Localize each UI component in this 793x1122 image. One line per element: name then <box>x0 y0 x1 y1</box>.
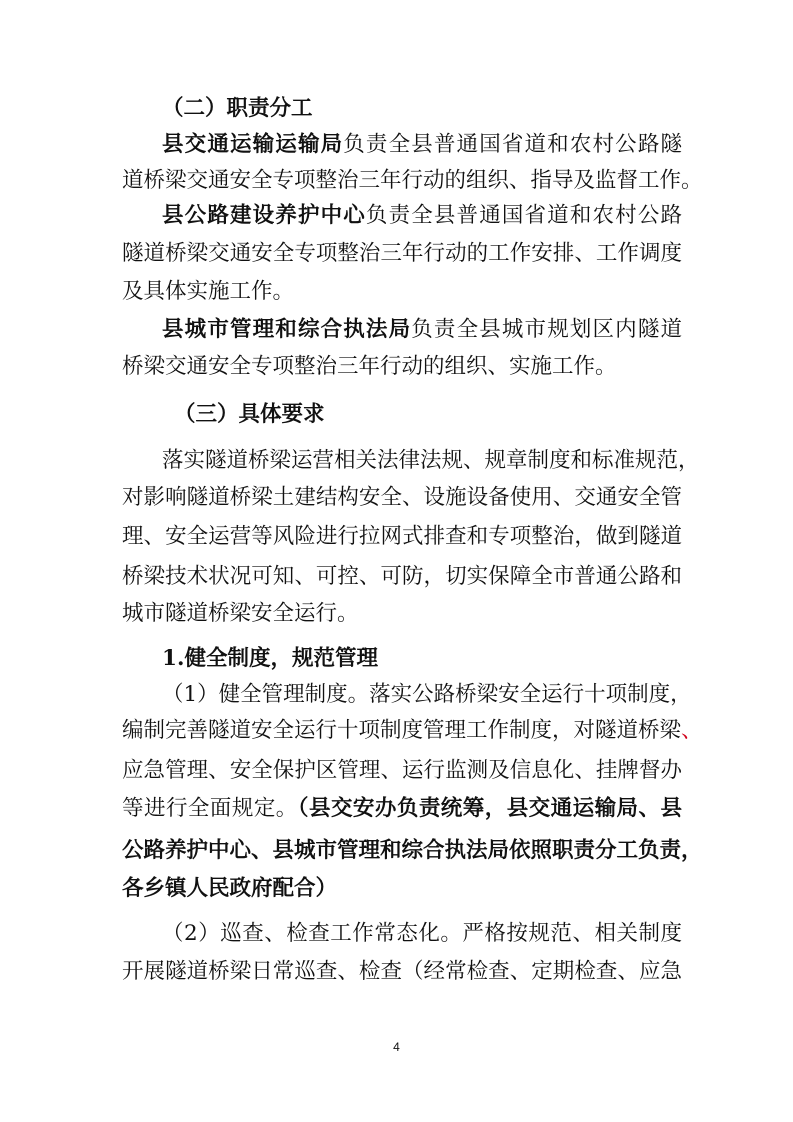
text-segment: 隧道桥梁交通安全专项整治三年行动的工作安排、工作调度 <box>122 241 682 266</box>
text-segment: 县交通运输运输局 <box>162 132 344 157</box>
text-segment: 道桥梁交通安全专项整治三年行动的组织、指导及监督工作。 <box>122 168 703 193</box>
text-line <box>122 476 682 520</box>
text-segment: 城市隧道桥梁安全运行。 <box>122 601 359 626</box>
text-segment: 负责全县普通国省道和农村公路 <box>365 203 682 228</box>
text-segment: 开展隧道桥梁日常巡查、检查（经常检查、定期检查、应急 <box>122 959 682 984</box>
text-segment: 各乡镇人民政府配合） <box>122 876 338 901</box>
text-line <box>122 592 359 636</box>
page-number: 4 <box>393 1040 400 1054</box>
text-segment: （二）职责分工 <box>162 96 313 121</box>
text-segment: 理、安全运营等风险进行拉网式排查和专项整治，做到隧道 <box>122 524 682 549</box>
text-segment: 县公路建设养护中心 <box>162 203 366 228</box>
text-segment: （三）具体要求 <box>174 402 325 427</box>
text-line <box>122 950 682 994</box>
text-segment: 对影响隧道桥梁土建结构安全、设施设备使用、交通安全管 <box>122 485 682 510</box>
text-line <box>122 515 682 559</box>
text-line <box>122 345 617 389</box>
text-segment: 负责全县城市规划区内隧道 <box>411 317 682 342</box>
text-segment: 等进行全面规定。 <box>122 796 298 821</box>
text-line <box>174 393 325 437</box>
text-segment: 公路养护中心、县城市管理和综合执法局依照职责分工负责， <box>122 838 703 863</box>
text-segment: 负责全县普通国省道和农村公路隧 <box>343 132 682 157</box>
text-segment: （1）健全管理制度。落实公路桥梁安全运行十项制度， <box>162 682 692 707</box>
text-segment: 落实隧道桥梁运营相关法律法规、规章制度和标准规范， <box>162 448 700 473</box>
text-segment: 及具体实施工作。 <box>122 279 295 304</box>
text-segment: 应急管理、安全保护区管理、运行监测及信息化、挂牌督办 <box>122 758 682 783</box>
text-segment: （2）巡查、检查工作常态化。严格按规范、相关制度 <box>162 921 682 946</box>
text-segment: 桥梁交通安全专项整治三年行动的组织、实施工作。 <box>122 354 617 379</box>
text-line <box>122 709 703 753</box>
text-segment: （县交安办负责统筹，县交通运输局、县 <box>297 796 682 821</box>
text-segment: 县城市管理和综合执法局 <box>162 317 412 342</box>
text-line <box>122 787 682 831</box>
text-segment: 编制完善隧道安全运行十项制度管理工作制度，对隧道桥梁 <box>122 718 682 743</box>
text-segment: 1.健全制度，规范管理 <box>162 646 378 671</box>
text-line <box>122 867 337 911</box>
text-segment: 、 <box>681 718 703 743</box>
text-segment: 桥梁技术状况可知、可控、可防，切实保障全市普通公路和 <box>122 564 682 589</box>
